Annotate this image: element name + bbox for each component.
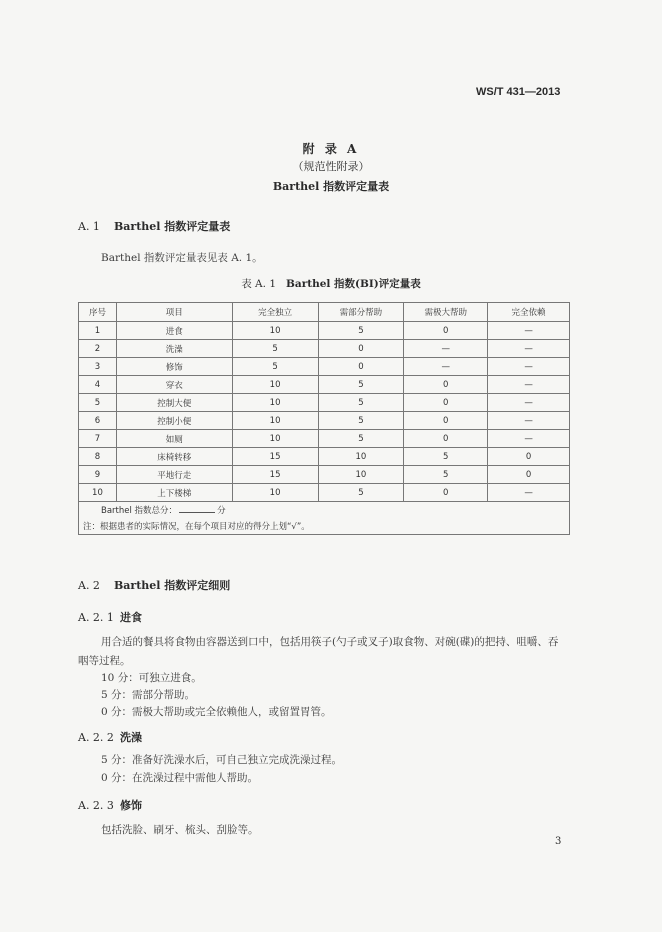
table-cell: 10 [79,484,117,502]
table-cell: 9 [79,466,117,484]
table-cell: 上下楼梯 [116,484,232,502]
section-a21-heading [78,609,142,625]
table-cell: 0 [404,394,488,412]
total-score-blank [179,504,215,513]
barthel-table [78,302,570,535]
section-title: Barthel 指数评定量表 [114,220,231,233]
table-cell: 穿衣 [116,376,232,394]
table-row [79,376,570,394]
table-cell: 0 [404,412,488,430]
section-title: Barthel 指数评定细则 [114,579,231,592]
table-cell: — [488,412,570,430]
table-cell: 控制大便 [116,394,232,412]
list-item: 5 分：准备好洗澡水后，可自己独立完成洗澡过程。 [101,754,343,766]
table-cell: — [404,340,488,358]
table-cell: 0 [488,448,570,466]
standard-number: WS/T 431—2013 [476,86,561,98]
section-a1-heading [78,218,230,234]
table-cell: 0 [404,376,488,394]
total-score-unit: 分 [217,505,226,516]
table-row [79,466,570,484]
table-cell: 10 [232,376,318,394]
table-cell: 0 [404,430,488,448]
table-cell: 5 [232,358,318,376]
table-cell: 10 [232,484,318,502]
table-cell: 6 [79,412,117,430]
table-row [79,322,570,340]
section-title: 进食 [120,611,142,624]
table-cell: 5 [79,394,117,412]
table-cell: — [488,484,570,502]
table-cell: 控制小便 [116,412,232,430]
table-cell: 10 [318,448,404,466]
table-cell: 进食 [116,322,232,340]
table-cell: 平地行走 [116,466,232,484]
table-cell: 10 [232,430,318,448]
table-row [79,484,570,502]
header-cell: 序号 [79,303,117,322]
table-total-row [79,502,570,518]
table-cell: 5 [318,412,404,430]
table-cell: 0 [318,340,404,358]
table-cell: 15 [232,466,318,484]
table-cell: 5 [318,322,404,340]
list-item: 0 分：需极大帮助或完全依赖他人，或留置胃管。 [101,706,332,718]
header-cell: 需部分帮助 [318,303,404,322]
section-a1-text: Barthel 指数评定量表见表 A. 1。 [101,252,263,264]
table-cell: 10 [232,412,318,430]
table-cell: 0 [404,484,488,502]
table-caption-number: 表 A. 1 [241,278,276,290]
table-cell: 5 [318,430,404,448]
header-cell: 需极大帮助 [404,303,488,322]
table-cell: — [488,322,570,340]
appendix-title: 附 录 A [302,142,360,156]
section-a23-text: 包括洗脸、刷牙、梳头、刮脸等。 [101,824,259,836]
header-cell: 项目 [116,303,232,322]
table-cell: 5 [318,376,404,394]
section-title: 洗澡 [120,731,142,744]
table-cell: 0 [404,322,488,340]
table-cell: 10 [232,394,318,412]
section-a2-heading [78,577,230,593]
appendix-nature: （规范性附录） [292,160,370,173]
table-cell: 10 [318,466,404,484]
section-a21-desc-line1: 用合适的餐具将食物由容器送到口中，包括用筷子(勺子或叉子)取食物、对碗(碟)的把持、咀嚼、吞 [101,636,559,648]
section-a22-heading [78,729,142,745]
table-cell: 洗澡 [116,340,232,358]
table-cell: 15 [232,448,318,466]
table-cell: 8 [79,448,117,466]
section-number: A. 1 [78,220,100,233]
list-item: 10 分：可独立进食。 [101,672,202,684]
list-item: 0 分：在洗澡过程中需他人帮助。 [101,772,259,784]
table-row [79,340,570,358]
table-cell: 修饰 [116,358,232,376]
page-number: 3 [555,836,562,847]
table-cell: 5 [318,394,404,412]
table-cell: 7 [79,430,117,448]
table-row [79,394,570,412]
table-cell: 4 [79,376,117,394]
table-note: 注：根据患者的实际情况，在每个项目对应的得分上划“√”。 [79,517,570,535]
header-cell: 完全独立 [232,303,318,322]
table-cell: 0 [488,466,570,484]
table-cell: 1 [79,322,117,340]
table-cell: 如厕 [116,430,232,448]
table-row [79,430,570,448]
section-title: 修饰 [120,799,142,812]
table-cell: — [488,376,570,394]
table-cell: 5 [404,448,488,466]
table-cell: 0 [318,358,404,376]
table-header-row [79,303,570,322]
section-a21-desc-line2: 咽等过程。 [78,655,131,667]
table-caption [0,276,662,291]
table-cell: 5 [232,340,318,358]
table-cell: 床椅转移 [116,448,232,466]
table-note-row [79,517,570,535]
table-cell: 5 [318,484,404,502]
section-number: A. 2. 2 [78,731,114,744]
section-number: A. 2. 3 [78,799,114,812]
total-score-label: Barthel 指数总分： [101,505,178,516]
table-cell: 10 [232,322,318,340]
table-cell: — [488,394,570,412]
table-cell: — [488,430,570,448]
table-cell: 5 [404,466,488,484]
section-number: A. 2. 1 [78,611,114,624]
table-cell: 3 [79,358,117,376]
total-score-cell [79,502,570,518]
list-item: 5 分：需部分帮助。 [101,689,196,701]
table-row [79,412,570,430]
table-cell: — [488,358,570,376]
appendix-name: Barthel 指数评定量表 [272,180,390,193]
section-a23-heading [78,797,142,813]
table-row [79,448,570,466]
table-row [79,358,570,376]
header-cell: 完全依赖 [488,303,570,322]
table-caption-title: Barthel 指数(BI)评定量表 [286,278,421,290]
table-cell: — [488,340,570,358]
table-cell: 2 [79,340,117,358]
table-cell: — [404,358,488,376]
section-number: A. 2 [78,579,100,592]
